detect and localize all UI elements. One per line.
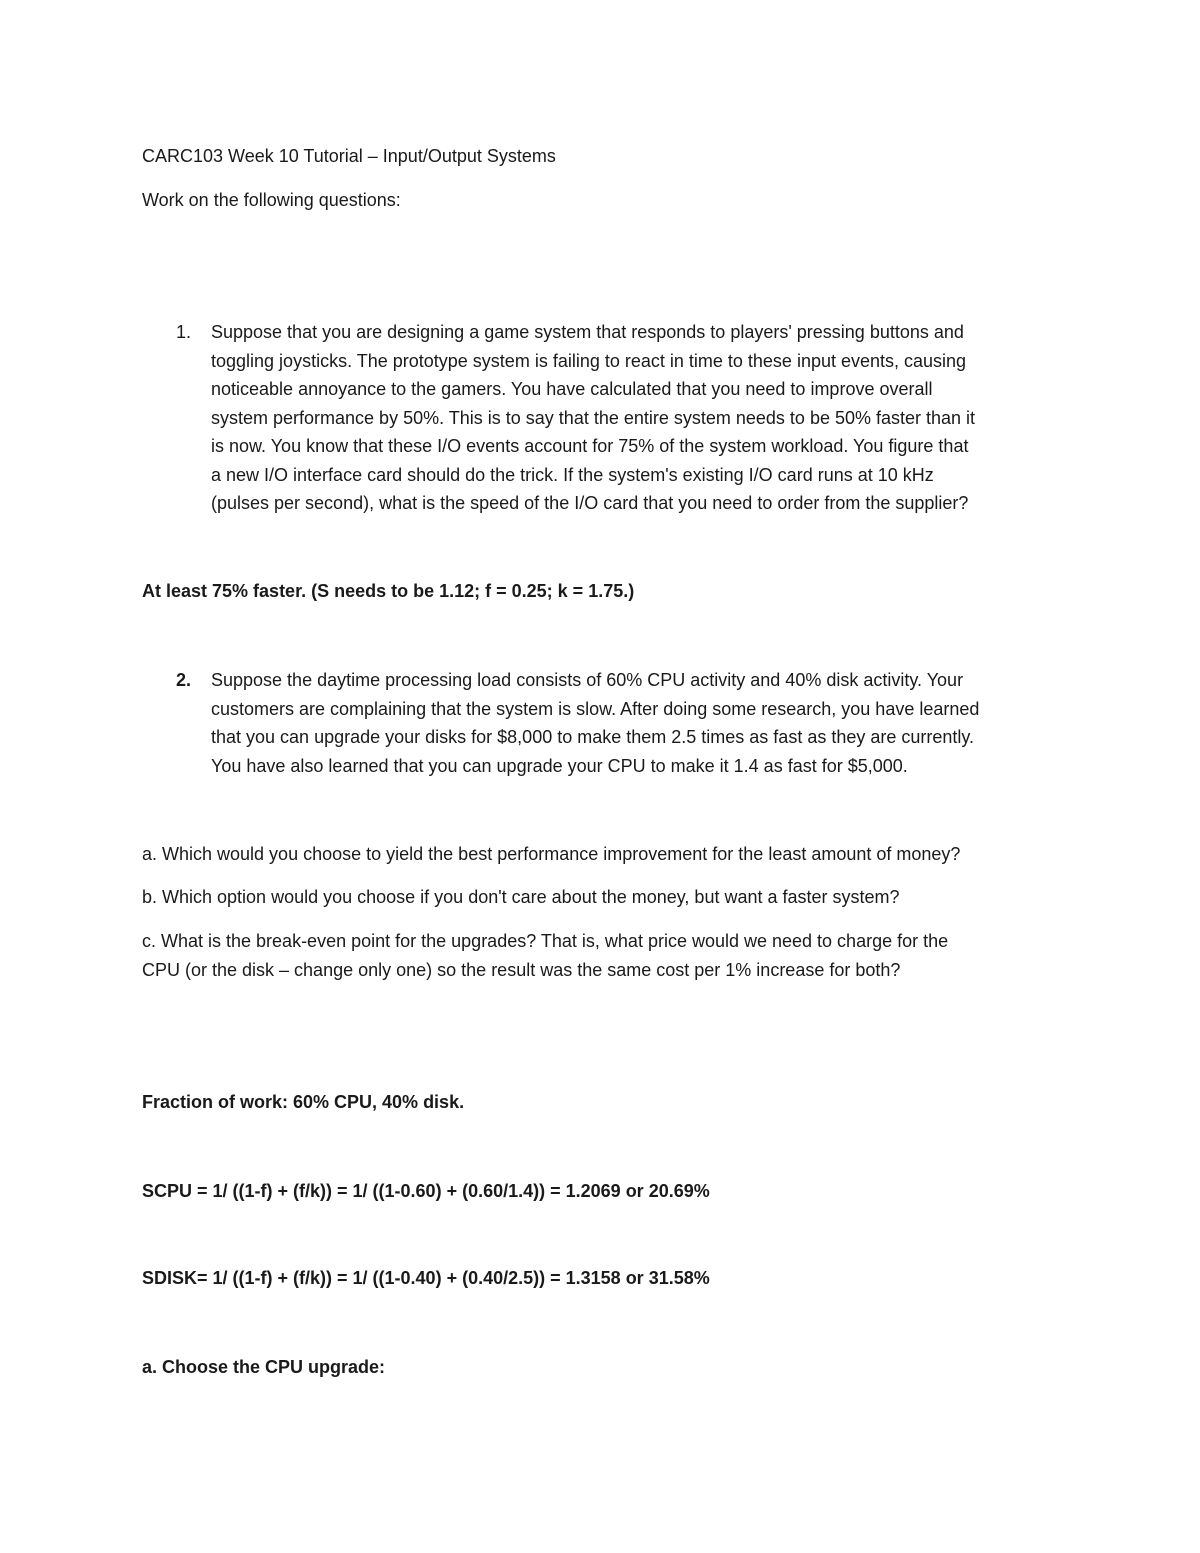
question-1-line: toggling joysticks. The prototype system is failing to react in time to these input events, causing <box>211 350 967 371</box>
question-2-line: Suppose the daytime processing load consists of 60% CPU activity and 40% disk activity. Your <box>211 670 964 690</box>
subquestion-b: b. Which option would you choose if you don't care about the money, but want a faster system? <box>142 887 900 907</box>
fraction-of-work: Fraction of work: 60% CPU, 40% disk. <box>142 1092 465 1112</box>
question-1-line: noticeable annoyance to the gamers. You have calculated that you need to improve overall <box>211 379 933 399</box>
answer-a-heading: a. Choose the CPU upgrade: <box>142 1357 386 1377</box>
question-1-line: (pulses per second), what is the speed of the I/O card that you need to order from the supplier? <box>211 493 969 513</box>
question-2-line: You have also learned that you can upgrade your CPU to make it 1.4 as fast for $5,000. <box>211 755 908 776</box>
question-1-line: Suppose that you are designing a game system that responds to players' pressing buttons and <box>211 322 964 342</box>
answer-1: At least 75% faster. (S needs to be 1.12; f = 0.25; k = 1.75.) <box>142 581 635 601</box>
subquestion-a: a. Which would you choose to yield the best performance improvement for the least amount of money? <box>142 844 961 864</box>
question-1-line: system performance by 50%. This is to say that the entire system needs to be 50% faster than it <box>211 407 976 428</box>
question-2-number: 2. <box>176 670 192 690</box>
question-1-text <box>211 318 1061 518</box>
question-1-line: a new I/O interface card should do the trick. If the system's existing I/O card runs at 10 kHz <box>211 464 934 485</box>
sdisk-formula: SDISK= 1/ ((1-f) + (f/k)) = 1/ ((1-0.40) + (0.40/2.5)) = 1.3158 or 31.58% <box>142 1268 710 1288</box>
question-1-number: 1. <box>176 322 192 342</box>
question-2-text <box>211 666 1061 780</box>
question-2-line: customers are complaining that the system is slow. After doing some research, you have learned <box>211 698 980 719</box>
question-2-line: that you can upgrade your disks for $8,000 to make them 2.5 times as fast as they are currently. <box>211 727 975 747</box>
document-title: CARC103 Week 10 Tutorial – Input/Output Systems <box>142 146 556 166</box>
scpu-formula: SCPU = 1/ ((1-f) + (f/k)) = 1/ ((1-0.60) + (0.60/1.4)) = 1.2069 or 20.69% <box>142 1181 710 1201</box>
subquestion-c-line-1: c. What is the break-even point for the upgrades? That is, what price would we need to charge for the <box>142 931 949 951</box>
subquestion-c-line-2: CPU (or the disk – change only one) so the result was the same cost per 1% increase for both? <box>142 960 901 980</box>
question-1-line: is now. You know that these I/O events account for 75% of the system workload. You figure that <box>211 436 969 456</box>
intro-text: Work on the following questions: <box>142 190 401 210</box>
